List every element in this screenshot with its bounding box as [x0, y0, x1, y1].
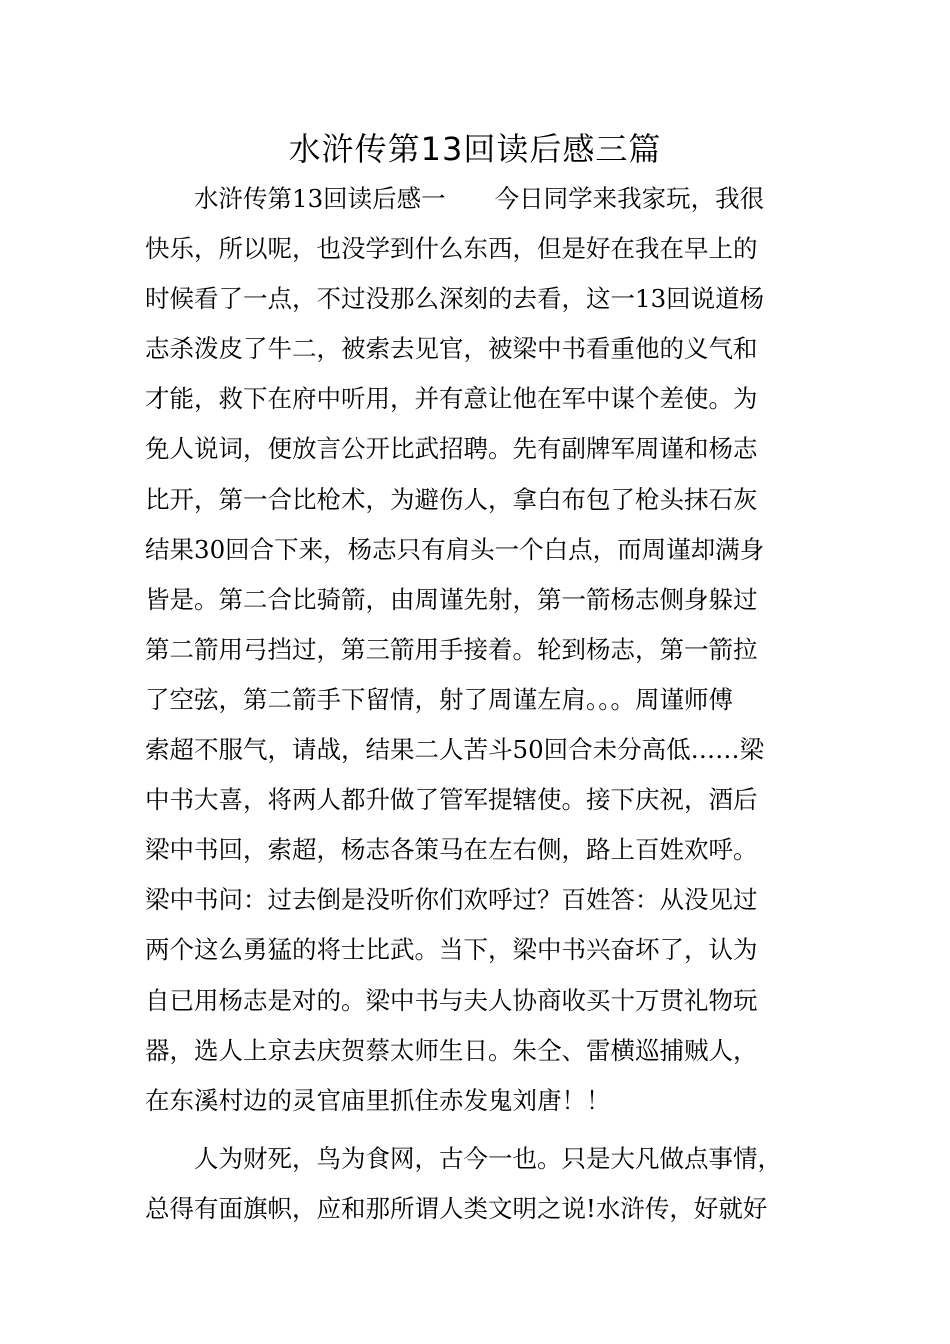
- text-line: 志杀泼皮了牛二，被索去见官，被梁中书看重他的义气和: [145, 334, 758, 364]
- text-line: 免人说词，便放言公开比武招聘。先有副牌军周谨和杨志: [145, 434, 758, 464]
- text-line: 人为财死，鸟为食网，古今一也。只是大凡做点事情，: [145, 1143, 782, 1173]
- text-line: 了空弦，第二箭手下留情，射了周谨左肩。。。周谨师傅: [145, 684, 733, 714]
- text-line: 第二箭用弓挡过，第三箭用手接着。轮到杨志，第一箭拉: [145, 634, 758, 664]
- text-line: 索超不服气，请战，结果二人苦斗50回合未分高低……梁: [145, 735, 765, 765]
- text-line: 时候看了一点，不过没那么深刻的去看，这一13回说道杨: [145, 284, 765, 314]
- text-line: 梁中书回，索超，杨志各策马在左右侧，路上百姓欢呼。: [145, 835, 758, 865]
- paragraph-gap: [145, 1126, 825, 1134]
- text-line: 在东溪村边的灵官庙里抓住赤发鬼刘唐！！: [145, 1085, 611, 1115]
- text-line: 结果30回合下来，杨志只有肩头一个白点，而周谨却满身: [145, 534, 765, 564]
- text-line: 梁中书问：过去倒是没听你们欢呼过？百姓答：从没见过: [145, 885, 758, 915]
- text-line: 快乐，所以呢，也没学到什么东西，但是好在我在早上的: [145, 234, 758, 264]
- text-line: 中书大喜，将两人都升做了管军提辖使。接下庆祝，酒后: [145, 785, 758, 815]
- text-line: 两个这么勇猛的将士比武。当下，梁中书兴奋坏了，认为: [145, 935, 758, 965]
- text-line: 自已用杨志是对的。梁中书与夫人协商收买十万贯礼物玩: [145, 985, 758, 1015]
- document-body: [145, 174, 825, 1234]
- paragraph-1: [145, 174, 825, 1126]
- paragraph-2: [145, 1134, 825, 1234]
- text-line: 器，选人上京去庆贺蔡太师生日。朱仝、雷横巡捕贼人，: [145, 1035, 758, 1065]
- text-line: 总得有面旗帜，应和那所谓人类文明之说!水浒传，好就好: [145, 1193, 768, 1223]
- text-line: 皆是。第二合比骑箭，由周谨先射，第一箭杨志侧身躲过: [145, 584, 758, 614]
- text-line: 比开，第一合比枪术，为避伤人，拿白布包了枪头抹石灰: [145, 484, 758, 514]
- text-line: 才能，救下在府中听用，并有意让他在军中谋个差使。为: [145, 384, 758, 414]
- page-title: 水浒传第13回读后感三篇: [288, 130, 662, 168]
- text-line: 水浒传第13回读后感一 今日同学来我家玩，我很: [145, 184, 765, 213]
